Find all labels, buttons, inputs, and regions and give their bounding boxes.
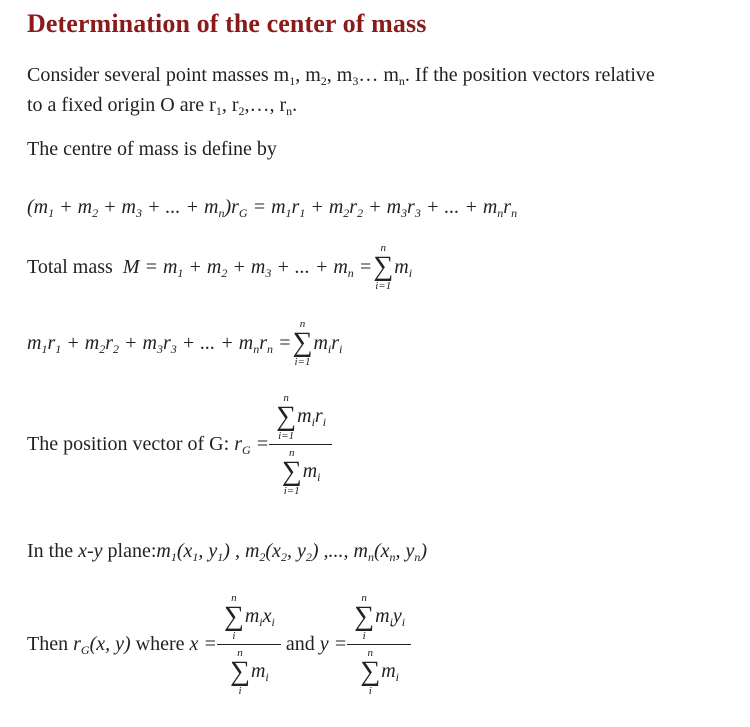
summation-symbol: n ∑ i=1 bbox=[373, 242, 394, 292]
equation-moment-sum: $m_1r_1 + m_2r_2 + m_3r_3$ + ... + $m_nr_n$ = n ∑ i=1 $m_ir_i$ bbox=[27, 318, 343, 368]
equation-position-vector: The position vector of G: $r_G$ = n ∑ i=1 $m_ir_i$ n ∑ i=1 $m_i$ bbox=[27, 392, 332, 497]
page-title: Determination of the center of mass bbox=[27, 9, 427, 38]
equation-coordinates: Then $r_G(x$, y) where x = n ∑ i $m_ix_i$ n ∑ i $m_i$ and y = n ∑ i $m_iy_i$ n ∑ i $m_i$ bbox=[27, 592, 411, 697]
equation-xy-plane: In the x-y $plane:m_1(x_1$, $y_1$) , $m_2(x_2$, $y_2$) ,..., $m_n(x_n$, $y_n$) bbox=[27, 540, 428, 564]
definition-text: The centre of mass is define by bbox=[27, 138, 277, 160]
fraction: n ∑ i=1 $m_ir_i$ n ∑ i=1 $m_i$ bbox=[269, 392, 332, 497]
fraction-y: n ∑ i $m_iy_i$ n ∑ i $m_i$ bbox=[347, 592, 411, 697]
equation-center-of-mass: ($m_1 + m_2 + m_3$ + ... + $m_n)r_G = m_1r_1 + m_2r_2 + m_3r_3$ + ... + $m_nr_n$ bbox=[27, 196, 518, 220]
fraction-x: n ∑ i $m_ix_i$ n ∑ i $m_i$ bbox=[217, 592, 281, 697]
equation-total-mass: Total mass $M = m_1 + m_2 + m_3$ + ... + $m_n$ = n ∑ i=1 $m_i$ bbox=[27, 242, 413, 292]
document-page bbox=[0, 0, 750, 164]
intro-paragraph: Consider several point masses $m_1$, $m_2$, $m_3\dots$ $m_n$. If the position vectors relative to a fixed origin O are $r_1$, $r_2,\dots$, $r_n$. bbox=[27, 64, 655, 118]
summation-symbol: n ∑ i=1 bbox=[292, 318, 313, 368]
